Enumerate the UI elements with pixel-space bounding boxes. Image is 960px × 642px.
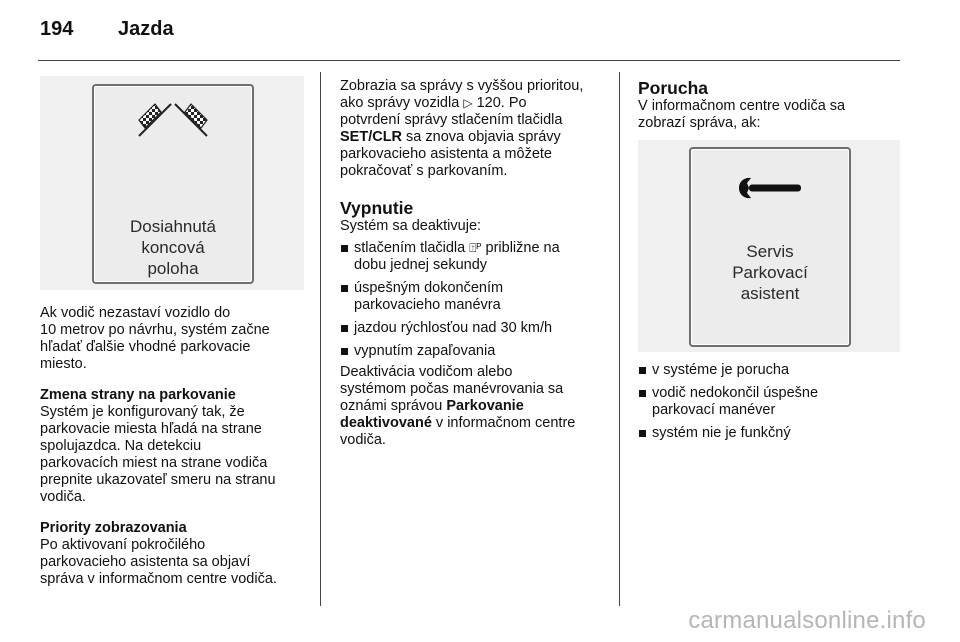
paragraph-priority-continued: Zobrazia sa správy s vyššou prioritou, ako správy vozidla ▷ 120. Po potvrdení správy stlačením tlačidla SET/CLR sa znova objavia správy parkovacieho asistenta a môžete pokračovať s parkovaním.: [340, 78, 584, 179]
keyword-set-clr: SET/CLR: [340, 129, 403, 145]
heading-display-priority: Priority zobrazovania: [40, 520, 187, 536]
bullet-square-icon: [341, 285, 348, 292]
bullet-square-icon: [639, 390, 646, 397]
heading-fault: Porucha: [638, 78, 709, 98]
paragraph-display-priority: Po aktivovaní pokročilého parkovacieho asistenta sa objaví správa v informačnom centre vodiča.: [40, 537, 277, 587]
fault-list: [638, 362, 900, 442]
left-column-text: [40, 305, 312, 588]
deactivation-list: [340, 240, 612, 360]
reference-arrow-icon[interactable]: ▷: [463, 96, 473, 110]
column-divider-1: [320, 72, 321, 606]
list-item: jazdou rýchlosťou nad 30 km/h: [340, 320, 612, 337]
heading-deactivation: Vypnutie: [340, 198, 414, 218]
list-item: vodič nedokončil úspešne parkovací manéver: [638, 385, 900, 419]
panel-line-3: poloha: [147, 259, 199, 278]
bullet-square-icon: [341, 348, 348, 355]
fault-intro: V informačnom centre vodiča sa zobrazí správa, ak:: [638, 98, 846, 131]
deactivation-intro: Systém sa deaktivuje:: [340, 218, 482, 234]
panel-line-3: asistent: [740, 284, 800, 303]
paragraph-deactivation-message: Deaktivácia vodičom alebo systémom počas manévrovania sa oznámi správou Parkovanie deaktivované v informačnom centre vodiča.: [340, 364, 576, 448]
wrench-icon: [735, 173, 805, 203]
panel-message: [94, 216, 252, 279]
panel-line-2: Parkovací: [732, 263, 808, 282]
parking-assist-button-icon: ⍐ᴾ: [469, 241, 482, 255]
list-item: stlačením tlačidla ⍐ᴾ približne na dobu jednej sekundy: [340, 240, 612, 274]
list-item: v systéme je porucha: [638, 362, 900, 379]
list-item: vypnutím zapaľovania: [340, 343, 612, 360]
panel-message: [691, 241, 849, 304]
right-column-header: [638, 78, 900, 132]
paragraph-stop-distance: Ak vodič nezastaví vozidlo do 10 metrov po návrhu, systém začne hľadať ďalšie vhodné parkovacie miesto.: [40, 305, 270, 372]
bullet-square-icon: [639, 430, 646, 437]
page-title: Jazda: [118, 18, 174, 40]
heading-side-change: Zmena strany na parkovanie: [40, 387, 236, 403]
page-number: 194: [40, 18, 74, 40]
header-rule: [38, 60, 900, 61]
panel-line-1: Servis: [746, 242, 794, 261]
display-panel-end-position: [92, 84, 254, 284]
panel-line-1: Dosiahnutá: [129, 217, 216, 236]
watermark: carmanualsonline.info: [688, 607, 926, 634]
panel-line-2: koncová: [141, 238, 205, 257]
keyword-parking: Parkovanie: [446, 398, 524, 414]
list-item: úspešným dokončením parkovacieho manévra: [340, 280, 612, 314]
middle-column-text: [340, 78, 612, 449]
column-divider-2: [619, 72, 620, 606]
list-item: systém nie je funkčný: [638, 425, 900, 442]
right-column-list: [638, 362, 900, 448]
paragraph-side-change: Systém je konfigurovaný tak, že parkovacie miesta hľadá na strane spolujazdca. Na detekciu parkovacích miest na strane vodiča prepnite ukazovateľ smeru na stranu vodiča.: [40, 404, 276, 505]
keyword-deactivated: deaktivované: [340, 415, 432, 431]
checkered-flags-icon: [125, 100, 221, 140]
bullet-square-icon: [341, 245, 348, 252]
bullet-square-icon: [341, 325, 348, 332]
bullet-square-icon: [639, 367, 646, 374]
display-panel-service: [689, 147, 851, 347]
